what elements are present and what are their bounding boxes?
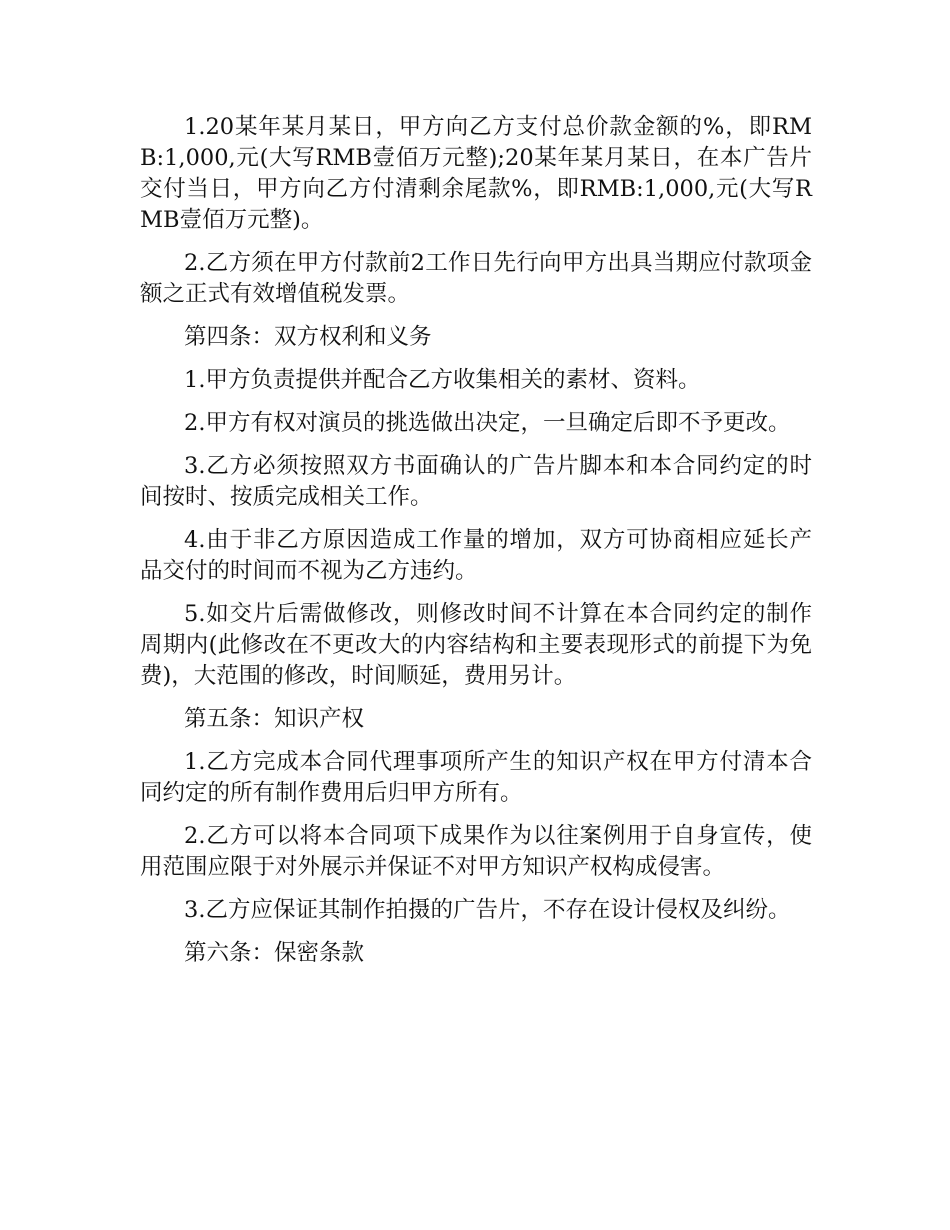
article-4-item-2: 2.甲方有权对演员的挑选做出决定，一旦确定后即不予更改。	[184, 410, 791, 436]
article-5-item-1: 1.乙方完成本合同代理事项所产生的知识产权在甲方付清本合同约定的所有制作费用后归甲方所有。	[140, 749, 812, 806]
payment-schedule-clause: 1.20某年某月某日，甲方向乙方支付总价款金额的%，即RMB:1,000,元(大写RMB壹佰万元整);20某年某月某日，在本广告片交付当日，甲方向乙方付清剩余尾款%，即RMB:1,000,元(大写RMB壹佰万元整)。	[140, 114, 812, 233]
invoice-clause: 2.乙方须在甲方付款前2工作日先行向甲方出具当期应付款项金额之正式有效增值税发票。	[140, 250, 812, 307]
article-4-item-3: 3.乙方必须按照双方书面确认的广告片脚本和本合同约定的时间按时、按质完成相关工作。	[140, 453, 812, 510]
article-4-item-1: 1.甲方负责提供并配合乙方收集相关的素材、资料。	[184, 367, 701, 393]
article-6-heading: 第六条：保密条款	[184, 940, 365, 966]
article-4-item-5: 5.如交片后需做修改，则修改时间不计算在本合同约定的制作周期内(此修改在不更改大的内容结构和主要表现形式的前提下为免费)，大范围的修改，时间顺延，费用另计。	[140, 601, 812, 689]
article-4-item-4: 4.由于非乙方原因造成工作量的增加，双方可协商相应延长产品交付的时间而不视为乙方违约。	[140, 527, 812, 584]
article-5-item-2: 2.乙方可以将本合同项下成果作为以往案例用于自身宣传，使用范围应限于对外展示并保证不对甲方知识产权构成侵害。	[140, 823, 812, 880]
article-5-heading: 第五条：知识产权	[184, 706, 365, 732]
article-5-item-3: 3.乙方应保证其制作拍摄的广告片，不存在设计侵权及纠纷。	[184, 897, 791, 923]
article-4-heading: 第四条：双方权利和义务	[184, 324, 432, 350]
document-page	[140, 112, 812, 981]
